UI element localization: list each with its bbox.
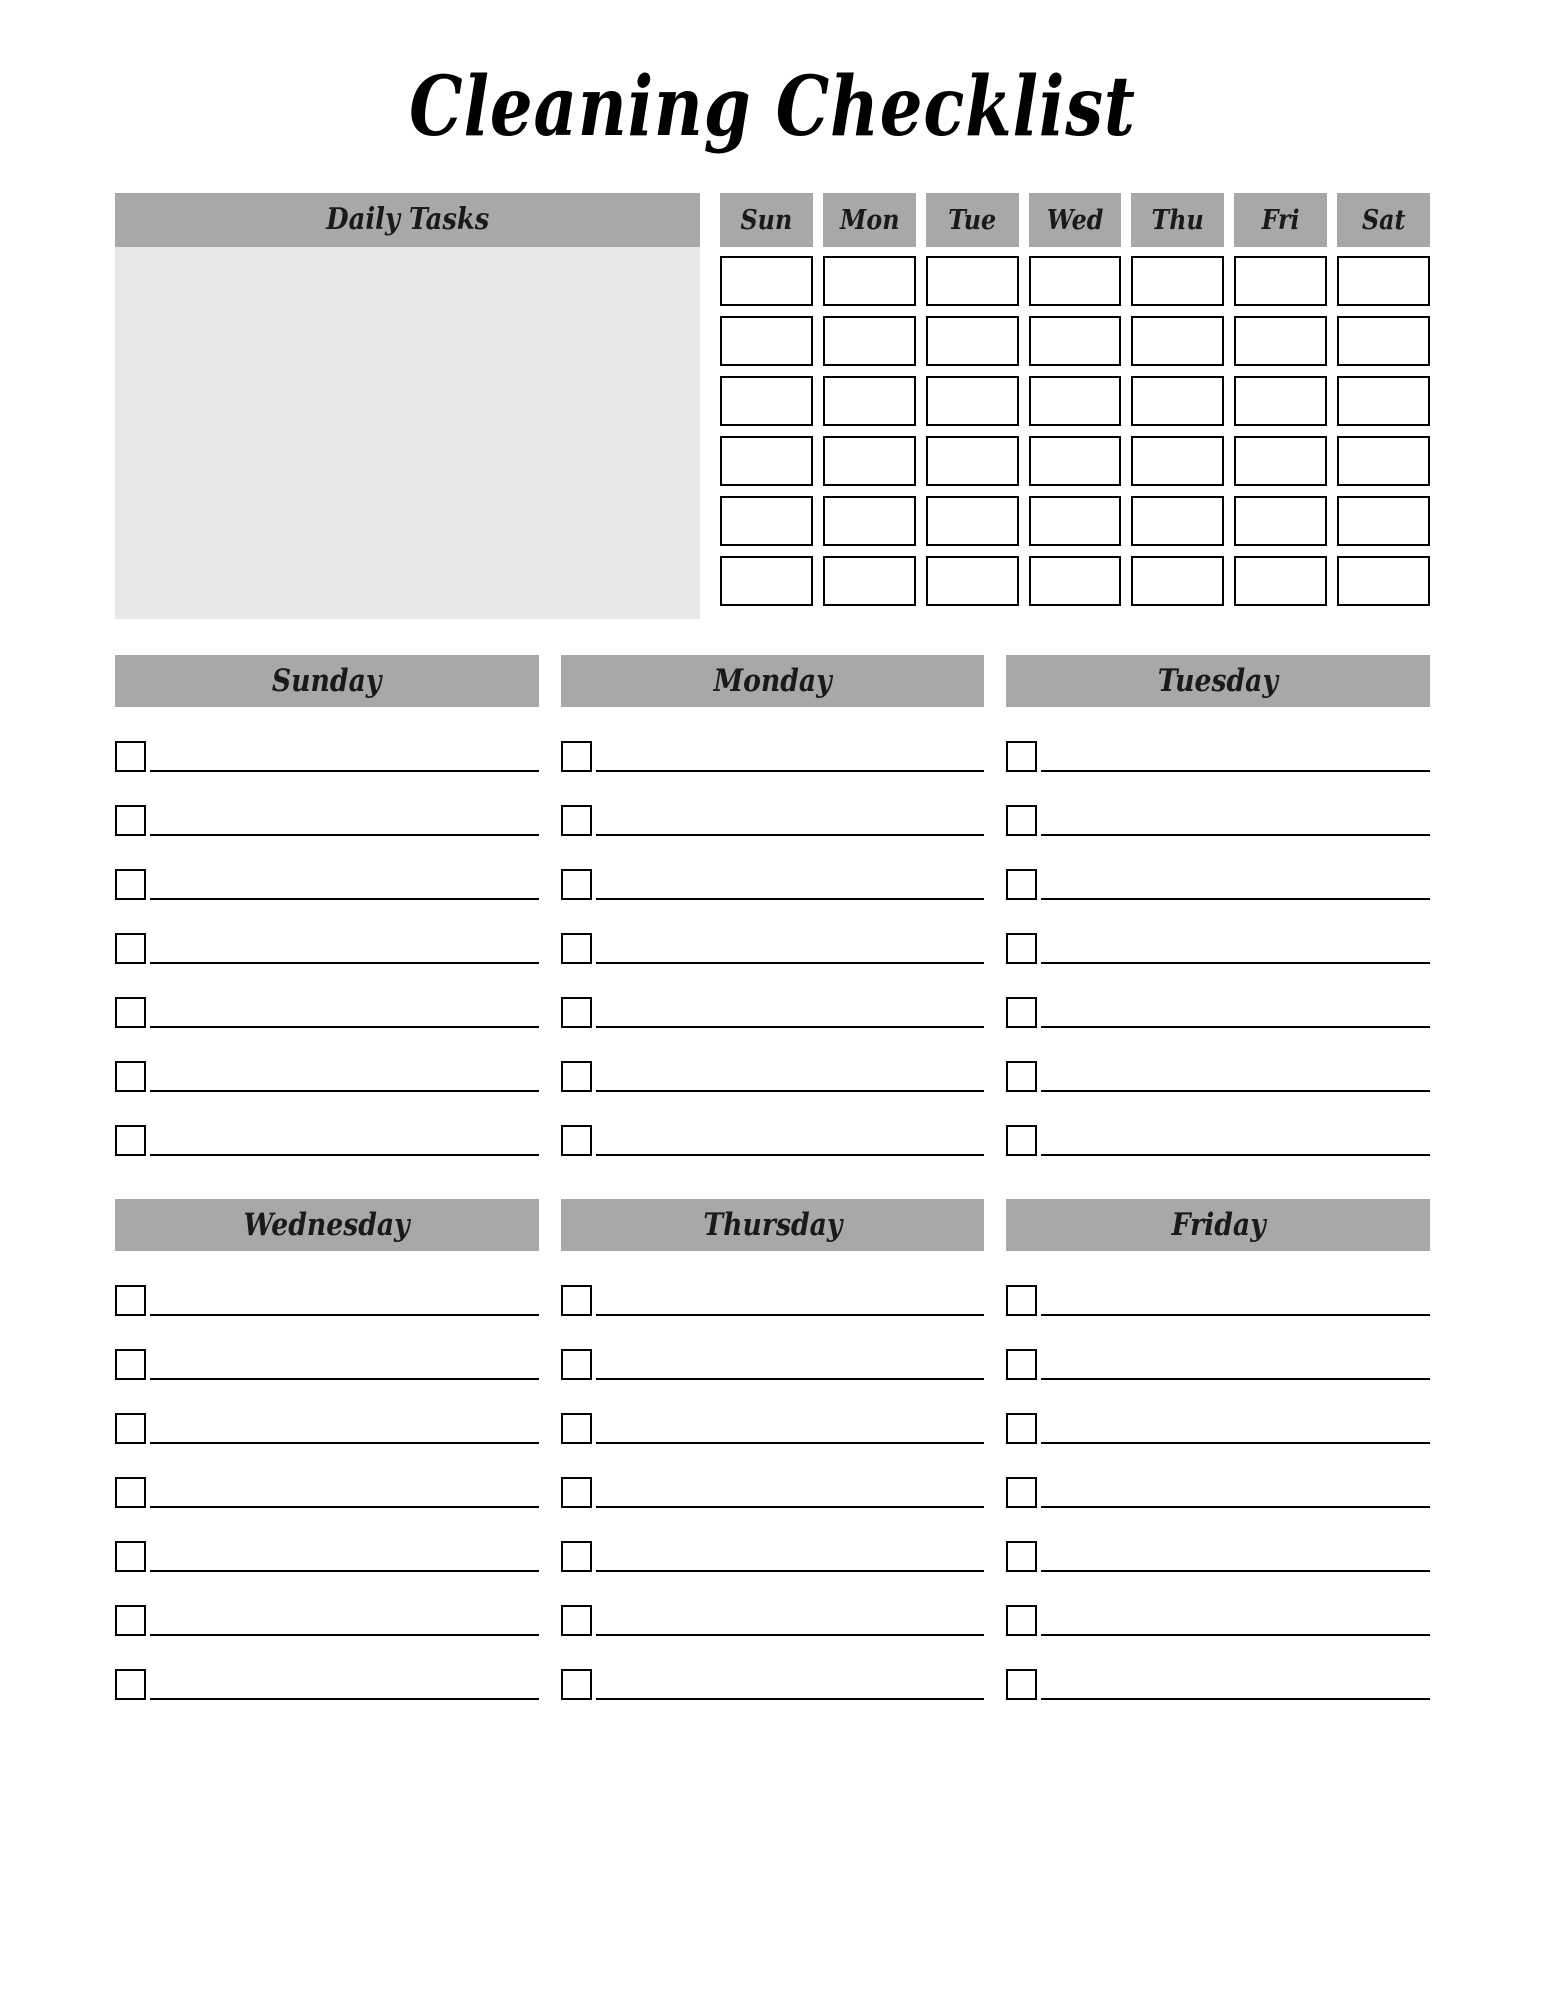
grid-checkbox-cell[interactable] [823, 316, 916, 366]
task-line-row [561, 790, 985, 839]
weekday-column-fri [1234, 193, 1327, 606]
day-section-lines-tuesday [1006, 707, 1430, 1159]
day-section-tuesday [1006, 655, 1430, 1159]
task-checkbox[interactable] [561, 997, 592, 1028]
weekday-header-label: Thu [1151, 204, 1204, 236]
weekday-header-sun [720, 193, 813, 247]
task-checkbox[interactable] [1006, 933, 1037, 964]
task-checkbox[interactable] [1006, 1605, 1037, 1636]
grid-checkbox-cell[interactable] [1234, 316, 1327, 366]
task-checkbox[interactable] [561, 869, 592, 900]
weekday-header-thu [1131, 193, 1224, 247]
grid-checkbox-cell[interactable] [720, 556, 813, 606]
task-write-line[interactable] [150, 1154, 539, 1156]
weekday-cells [823, 247, 916, 606]
task-line-row [1006, 982, 1430, 1031]
weekday-column-sun [720, 193, 813, 606]
task-write-line[interactable] [150, 1314, 539, 1316]
weekday-cells [720, 247, 813, 606]
weekday-columns [720, 193, 1430, 606]
weekday-header-fri [1234, 193, 1327, 247]
weekday-cells [1029, 247, 1122, 606]
grid-checkbox-cell[interactable] [1131, 256, 1224, 306]
task-checkbox[interactable] [1006, 1285, 1037, 1316]
task-write-line[interactable] [1041, 1314, 1430, 1316]
task-write-line[interactable] [596, 1026, 985, 1028]
day-section-header-sunday [115, 655, 539, 707]
task-line-row [561, 726, 985, 775]
task-checkbox[interactable] [561, 1349, 592, 1380]
task-checkbox[interactable] [561, 805, 592, 836]
task-checkbox[interactable] [115, 1349, 146, 1380]
page-title: Cleaning Checklist [409, 59, 1136, 155]
grid-checkbox-cell[interactable] [1337, 436, 1430, 486]
task-line-row [1006, 1270, 1430, 1319]
task-line-row [115, 982, 539, 1031]
task-line-row [561, 918, 985, 967]
grid-checkbox-cell[interactable] [823, 436, 916, 486]
weekday-header-label: Sat [1361, 204, 1406, 236]
task-write-line[interactable] [596, 1698, 985, 1700]
task-checkbox[interactable] [1006, 1413, 1037, 1444]
weekday-header-label: Sun [740, 204, 793, 236]
day-section-lines-thursday [561, 1251, 985, 1703]
task-write-line[interactable] [596, 898, 985, 900]
weekday-column-tue [926, 193, 1019, 606]
grid-checkbox-cell[interactable] [720, 256, 813, 306]
task-write-line[interactable] [596, 1154, 985, 1156]
task-checkbox[interactable] [115, 1541, 146, 1572]
task-line-row [1006, 1046, 1430, 1095]
task-line-row [115, 1526, 539, 1575]
task-checkbox[interactable] [1006, 1669, 1037, 1700]
grid-checkbox-cell[interactable] [926, 256, 1019, 306]
day-section-label: Monday [713, 662, 832, 699]
weekday-cells [1337, 247, 1430, 606]
grid-checkbox-cell[interactable] [1234, 256, 1327, 306]
task-write-line[interactable] [596, 962, 985, 964]
task-line-row [1006, 1590, 1430, 1639]
task-line-row [1006, 1110, 1430, 1159]
task-line-row [561, 1590, 985, 1639]
task-write-line[interactable] [596, 1314, 985, 1316]
task-checkbox[interactable] [115, 1413, 146, 1444]
grid-checkbox-cell[interactable] [926, 496, 1019, 546]
grid-checkbox-cell[interactable] [823, 256, 916, 306]
task-checkbox[interactable] [561, 1541, 592, 1572]
weekday-column-mon [823, 193, 916, 606]
weekday-header-label: Mon [839, 204, 899, 236]
task-line-row [1006, 1654, 1430, 1703]
task-line-row [1006, 854, 1430, 903]
task-write-line[interactable] [1041, 834, 1430, 836]
task-write-line[interactable] [150, 1570, 539, 1572]
task-line-row [115, 1046, 539, 1095]
day-section-lines-monday [561, 707, 985, 1159]
task-write-line[interactable] [596, 1090, 985, 1092]
task-line-row [1006, 918, 1430, 967]
task-write-line[interactable] [150, 1026, 539, 1028]
task-checkbox[interactable] [561, 1669, 592, 1700]
task-checkbox[interactable] [561, 1477, 592, 1508]
task-checkbox[interactable] [561, 1413, 592, 1444]
task-line-row [1006, 1526, 1430, 1575]
task-line-row [561, 982, 985, 1031]
task-line-row [115, 790, 539, 839]
task-write-line[interactable] [150, 898, 539, 900]
task-write-line[interactable] [150, 1698, 539, 1700]
day-section-friday [1006, 1199, 1430, 1703]
grid-checkbox-cell[interactable] [1234, 436, 1327, 486]
grid-checkbox-cell[interactable] [926, 436, 1019, 486]
task-checkbox[interactable] [115, 1285, 146, 1316]
task-line-row [561, 1046, 985, 1095]
task-checkbox[interactable] [1006, 1349, 1037, 1380]
day-section-label: Thursday [702, 1206, 843, 1243]
task-write-line[interactable] [150, 770, 539, 772]
task-line-row [115, 1462, 539, 1511]
task-checkbox[interactable] [115, 1605, 146, 1636]
grid-checkbox-cell[interactable] [720, 316, 813, 366]
weekday-column-wed [1029, 193, 1122, 606]
task-write-line[interactable] [1041, 1154, 1430, 1156]
grid-checkbox-cell[interactable] [720, 436, 813, 486]
task-write-line[interactable] [150, 1090, 539, 1092]
task-line-row [1006, 1462, 1430, 1511]
grid-checkbox-cell[interactable] [1131, 376, 1224, 426]
day-section-monday [561, 655, 985, 1159]
task-checkbox[interactable] [561, 1605, 592, 1636]
task-write-line[interactable] [1041, 962, 1430, 964]
daily-tasks-label: Daily Tasks [325, 202, 490, 237]
task-checkbox[interactable] [115, 741, 146, 772]
grid-checkbox-cell[interactable] [926, 316, 1019, 366]
task-write-line[interactable] [596, 1378, 985, 1380]
task-line-row [115, 1654, 539, 1703]
task-line-row [561, 1270, 985, 1319]
day-section-sunday [115, 655, 539, 1159]
daily-tasks-write-area[interactable] [115, 247, 700, 619]
grid-checkbox-cell[interactable] [1337, 316, 1430, 366]
grid-checkbox-cell[interactable] [926, 376, 1019, 426]
grid-checkbox-cell[interactable] [823, 556, 916, 606]
grid-checkbox-cell[interactable] [1029, 556, 1122, 606]
task-checkbox[interactable] [115, 933, 146, 964]
task-write-line[interactable] [150, 962, 539, 964]
task-write-line[interactable] [150, 1634, 539, 1636]
day-section-header-wednesday [115, 1199, 539, 1251]
task-line-row [561, 1110, 985, 1159]
grid-checkbox-cell[interactable] [1029, 316, 1122, 366]
task-write-line[interactable] [1041, 1442, 1430, 1444]
grid-checkbox-cell[interactable] [1131, 436, 1224, 486]
task-checkbox[interactable] [1006, 1541, 1037, 1572]
task-line-row [115, 918, 539, 967]
daily-tasks-column [115, 193, 700, 619]
day-section-lines-sunday [115, 707, 539, 1159]
task-write-line[interactable] [1041, 1570, 1430, 1572]
weekday-header-wed [1029, 193, 1122, 247]
task-write-line[interactable] [150, 834, 539, 836]
task-line-row [115, 1590, 539, 1639]
task-write-line[interactable] [596, 834, 985, 836]
weekday-header-label: Tue [948, 204, 997, 236]
day-section-label: Sunday [272, 662, 382, 699]
weekday-header-label: Fri [1261, 204, 1300, 236]
task-checkbox[interactable] [115, 805, 146, 836]
weekday-column-sat [1337, 193, 1430, 606]
weekday-column-thu [1131, 193, 1224, 606]
task-checkbox[interactable] [115, 997, 146, 1028]
task-line-row [561, 1526, 985, 1575]
day-section-thursday [561, 1199, 985, 1703]
task-line-row [561, 1334, 985, 1383]
task-write-line[interactable] [596, 1442, 985, 1444]
task-line-row [1006, 790, 1430, 839]
daily-tasks-header [115, 193, 700, 247]
task-line-row [115, 1110, 539, 1159]
task-line-row [1006, 1334, 1430, 1383]
task-line-row [1006, 726, 1430, 775]
grid-checkbox-cell[interactable] [1337, 256, 1430, 306]
task-checkbox[interactable] [561, 933, 592, 964]
grid-checkbox-cell[interactable] [1337, 376, 1430, 426]
task-line-row [561, 1654, 985, 1703]
task-write-line[interactable] [1041, 1378, 1430, 1380]
weekday-cells [1131, 247, 1224, 606]
grid-checkbox-cell[interactable] [720, 376, 813, 426]
weekday-cells [926, 247, 1019, 606]
task-write-line[interactable] [1041, 770, 1430, 772]
grid-checkbox-cell[interactable] [1131, 496, 1224, 546]
weekly-grid [115, 193, 1430, 619]
task-write-line[interactable] [150, 1506, 539, 1508]
day-section-label: Wednesday [243, 1206, 410, 1243]
grid-checkbox-cell[interactable] [1234, 376, 1327, 426]
day-section-row-1 [115, 655, 1430, 1159]
task-checkbox[interactable] [115, 869, 146, 900]
day-section-header-monday [561, 655, 985, 707]
task-checkbox[interactable] [1006, 741, 1037, 772]
grid-checkbox-cell[interactable] [1234, 556, 1327, 606]
task-line-row [1006, 1398, 1430, 1447]
task-checkbox[interactable] [115, 1125, 146, 1156]
task-line-row [115, 1334, 539, 1383]
task-write-line[interactable] [1041, 1634, 1430, 1636]
task-line-row [115, 1270, 539, 1319]
day-section-label: Tuesday [1158, 662, 1279, 699]
task-write-line[interactable] [1041, 1698, 1430, 1700]
grid-checkbox-cell[interactable] [1131, 556, 1224, 606]
grid-checkbox-cell[interactable] [1029, 376, 1122, 426]
weekday-header-mon [823, 193, 916, 247]
task-checkbox[interactable] [1006, 1125, 1037, 1156]
day-section-label: Friday [1171, 1206, 1266, 1243]
task-checkbox[interactable] [115, 1477, 146, 1508]
weekday-header-tue [926, 193, 1019, 247]
grid-checkbox-cell[interactable] [823, 496, 916, 546]
task-write-line[interactable] [596, 1634, 985, 1636]
grid-checkbox-cell[interactable] [1029, 496, 1122, 546]
day-section-row-2 [115, 1199, 1430, 1703]
task-checkbox[interactable] [561, 1285, 592, 1316]
grid-checkbox-cell[interactable] [1337, 496, 1430, 546]
grid-checkbox-cell[interactable] [1029, 436, 1122, 486]
grid-checkbox-cell[interactable] [823, 376, 916, 426]
day-section-lines-friday [1006, 1251, 1430, 1703]
task-checkbox[interactable] [1006, 1061, 1037, 1092]
day-section-header-friday [1006, 1199, 1430, 1251]
grid-checkbox-cell[interactable] [720, 496, 813, 546]
grid-checkbox-cell[interactable] [1131, 316, 1224, 366]
task-checkbox[interactable] [115, 1669, 146, 1700]
task-checkbox[interactable] [1006, 869, 1037, 900]
task-line-row [561, 854, 985, 903]
task-line-row [115, 1398, 539, 1447]
weekday-cells [1234, 247, 1327, 606]
task-write-line[interactable] [150, 1442, 539, 1444]
day-section-wednesday [115, 1199, 539, 1703]
task-line-row [115, 726, 539, 775]
task-checkbox[interactable] [561, 1061, 592, 1092]
task-write-line[interactable] [596, 770, 985, 772]
task-write-line[interactable] [1041, 898, 1430, 900]
task-checkbox[interactable] [115, 1061, 146, 1092]
task-write-line[interactable] [150, 1378, 539, 1380]
task-write-line[interactable] [1041, 1026, 1430, 1028]
grid-checkbox-cell[interactable] [1337, 556, 1430, 606]
task-line-row [561, 1462, 985, 1511]
task-write-line[interactable] [596, 1506, 985, 1508]
day-section-header-tuesday [1006, 655, 1430, 707]
day-section-header-thursday [561, 1199, 985, 1251]
grid-checkbox-cell[interactable] [1234, 496, 1327, 546]
task-checkbox[interactable] [1006, 997, 1037, 1028]
task-line-row [115, 854, 539, 903]
task-line-row [561, 1398, 985, 1447]
task-write-line[interactable] [596, 1570, 985, 1572]
grid-checkbox-cell[interactable] [926, 556, 1019, 606]
task-checkbox[interactable] [561, 1125, 592, 1156]
task-checkbox[interactable] [1006, 805, 1037, 836]
day-section-lines-wednesday [115, 1251, 539, 1703]
grid-checkbox-cell[interactable] [1029, 256, 1122, 306]
task-write-line[interactable] [1041, 1090, 1430, 1092]
weekday-header-sat [1337, 193, 1430, 247]
day-sections [115, 655, 1430, 1703]
task-checkbox[interactable] [561, 741, 592, 772]
task-write-line[interactable] [1041, 1506, 1430, 1508]
weekday-header-label: Wed [1046, 204, 1104, 236]
task-checkbox[interactable] [1006, 1477, 1037, 1508]
